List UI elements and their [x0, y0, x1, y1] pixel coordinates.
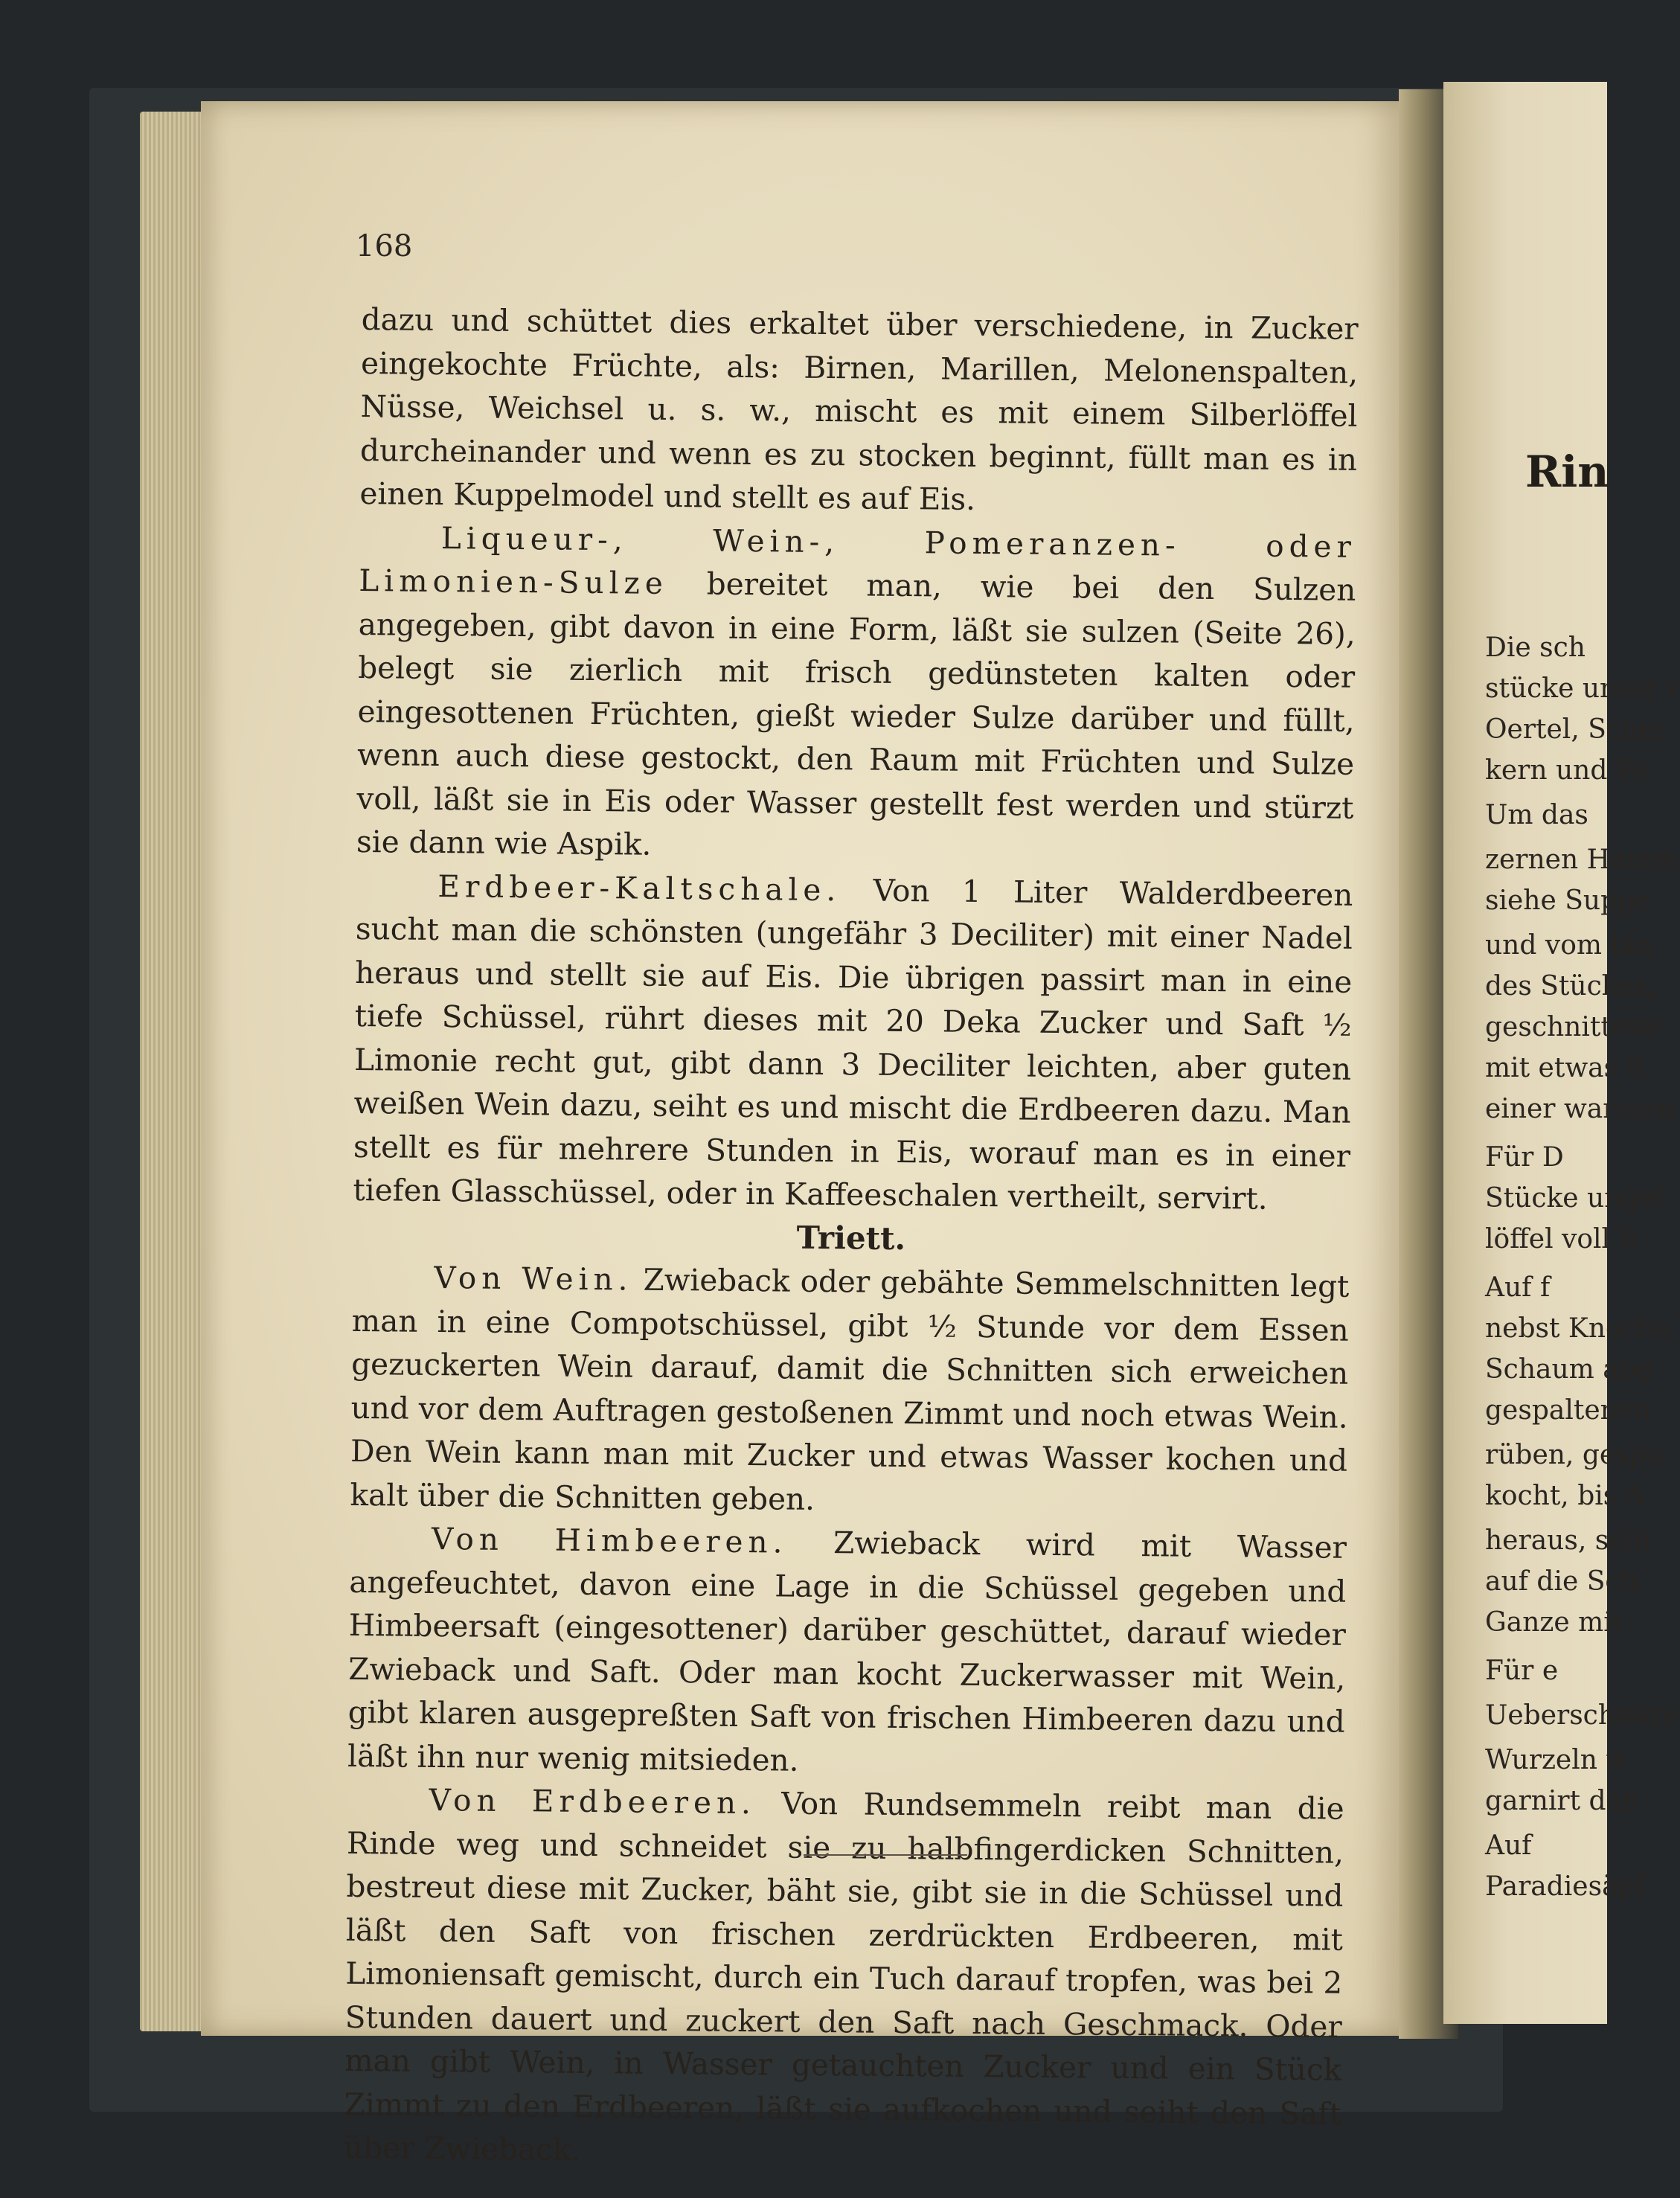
facing-page-line: gespaltenen — [1485, 1395, 1651, 1426]
facing-page-line: Oertel, Scher — [1485, 714, 1667, 745]
facing-page-line: Ganze mit — [1485, 1607, 1623, 1638]
page-block-edge — [140, 112, 207, 2031]
end-rule — [804, 1854, 967, 1856]
entry-lead: Von Himbeeren. — [431, 1520, 788, 1560]
facing-page-line: auf die Sch — [1485, 1566, 1638, 1597]
entry-lead: Von Erdbeeren. — [429, 1781, 757, 1821]
facing-page-line: und vom län — [1485, 930, 1652, 961]
entry-text: Zwieback wird mit Wasser angefeuchtet, davon eine Lage in die Schüssel gegeben und Himbeersaft (eingesottener) darüber geschüttet, darauf wieder Zwieback und Saft. Oder man kocht Zuckerwasser mit Wein, gibt klaren ausgepreßten Saft von frischen Himbeeren dazu und läßt ihn nur wenig mitsieden. — [347, 1524, 1347, 1778]
section-heading: Triett. — [796, 1219, 906, 1257]
recipe-entry — [347, 1516, 1347, 1787]
facing-page-line: Um das — [1485, 800, 1588, 830]
recipe-entry — [350, 1255, 1349, 1526]
facing-page-line: Wurzeln u — [1485, 1745, 1623, 1775]
entry-text: bereitet man, wie bei den Sulzen angegeben, gibt davon in eine Form, läßt sie sulzen (Seite 26), belegt sie zierlich mit frisch gedünsteten kalten oder eingesottenen Früchten, gießt wieder Sulze darüber und füllt, wenn auch diese gestockt, den Raum mit Früchten und Sulze voll, läßt sie in Eis oder Wasser gestellt fest werden und stürzt sie dann wie Aspik. — [356, 565, 1356, 862]
facing-page-line: Stücke ungef — [1485, 1183, 1665, 1214]
facing-page-line: garnirt dan — [1485, 1786, 1640, 1816]
facing-page-heading: Rin — [1525, 446, 1609, 497]
entry-lead: Von Wein. — [434, 1259, 633, 1298]
facing-page-line: Die sch — [1485, 632, 1586, 663]
recipe-entry — [344, 1778, 1344, 2179]
facing-page-line: kern und Fe — [1485, 755, 1649, 786]
facing-page-line: Paradiesäpf — [1485, 1871, 1645, 1902]
recipe-entry — [356, 515, 1356, 873]
facing-page-line: stücke unter v — [1485, 673, 1680, 704]
facing-page-line: Auf f — [1485, 1272, 1551, 1303]
entry-lead: Erdbeer-Kaltschale. — [437, 868, 841, 908]
facing-page-line: Auf — [1485, 1830, 1532, 1861]
entry-text: Zwieback oder gebähte Semmelschnitten legt man in eine Compotschüssel, gibt ½ Stunde vor dem Essen gezuckerten Wein darauf, damit die Schnitten sich erweichen und vor dem Auftragen gestoßenen Zimmt und noch etwas Wein. Den Wein kann man mit Zucker und etwas Wasser kochen und kalt über die Schnitten geben. — [350, 1261, 1350, 1517]
facing-page-line: Für D — [1485, 1142, 1564, 1173]
facing-page-line: kocht, bis A — [1485, 1481, 1645, 1511]
recipe-entry — [353, 863, 1353, 1221]
facing-page-line: zernen Hamm — [1485, 845, 1677, 875]
facing-page-line: geschnittene — [1485, 1012, 1661, 1042]
facing-page-line: des Stückes, — [1485, 971, 1656, 1002]
facing-page-line: Ueberschnüre — [1485, 1700, 1679, 1731]
facing-page-line: siehe Suppe. — [1485, 885, 1659, 916]
facing-page-line: einer warmen — [1485, 1094, 1675, 1124]
facing-page-line: rüben, gespo — [1485, 1440, 1663, 1470]
facing-page-line: mit etwas S — [1485, 1053, 1645, 1083]
facing-page-line: heraus, seih — [1485, 1525, 1651, 1556]
entry-text: Von 1 Liter Walderdbeeren sucht man die schönsten (ungefähr 3 Deciliter) mit einer Nadel heraus und stellt sie auf Eis. Die übrigen passirt man in eine tiefe Schüssel, rührt dieses mit 20 Deka Zucker und Saft ½ Limonie recht gut, gibt dann 3 Deciliter leichten, aber guten weißen Wein dazu, seiht es und mischt die Erdbeeren dazu. Man stellt es für mehrere Stunden in Eis, worauf man es in einer tiefen Glasschüssel, oder in Kaffeeschalen vertheilt, servirt. — [353, 871, 1353, 1217]
facing-page-line: löffel voll S — [1485, 1224, 1638, 1255]
entry-lead: Liqueur-, Wein-, Pomeranzen- oder Limonien-Sulze — [359, 519, 1357, 601]
body-text — [344, 298, 1359, 2179]
paragraph: dazu und schüttet dies erkaltet über verschiedene, in Zucker eingekochte Früchte, als: Birnen, Marillen, Melonenspalten, Nüsse, Weichsel u. s. w., mischt es mit einem Silberlöffel durcheinander und wenn es zu stocken beginnt, füllt man es in einen Kuppelmodel und stellt es auf Eis. — [359, 301, 1359, 517]
facing-page-line: Schaum abg — [1485, 1354, 1653, 1385]
page-number: 168 — [356, 229, 413, 263]
facing-page-line: Für e — [1485, 1656, 1559, 1686]
entry-text: Von Rundsemmeln reibt man die Rinde weg und schneidet sie zu halbfingerdicken Schnitten, bestreut diese mit Zucker, bäht sie, gibt sie in die Schüssel und läßt den Saft von frischen zerdrückten Erdbeeren, mit Limoniensaft gemischt, durch ein Tuch darauf tropfen, was bei 2 Stunden dauert und zuckert den Saft nach Geschmack. Oder man gibt Wein, in Wasser getauchten Zucker und ein Stück Zimmt zu den Erdbeeren, läßt sie aufkochen und seiht den Saft über Zwieback. — [343, 1785, 1344, 2167]
facing-page-line: nebst Knoche — [1485, 1313, 1670, 1344]
